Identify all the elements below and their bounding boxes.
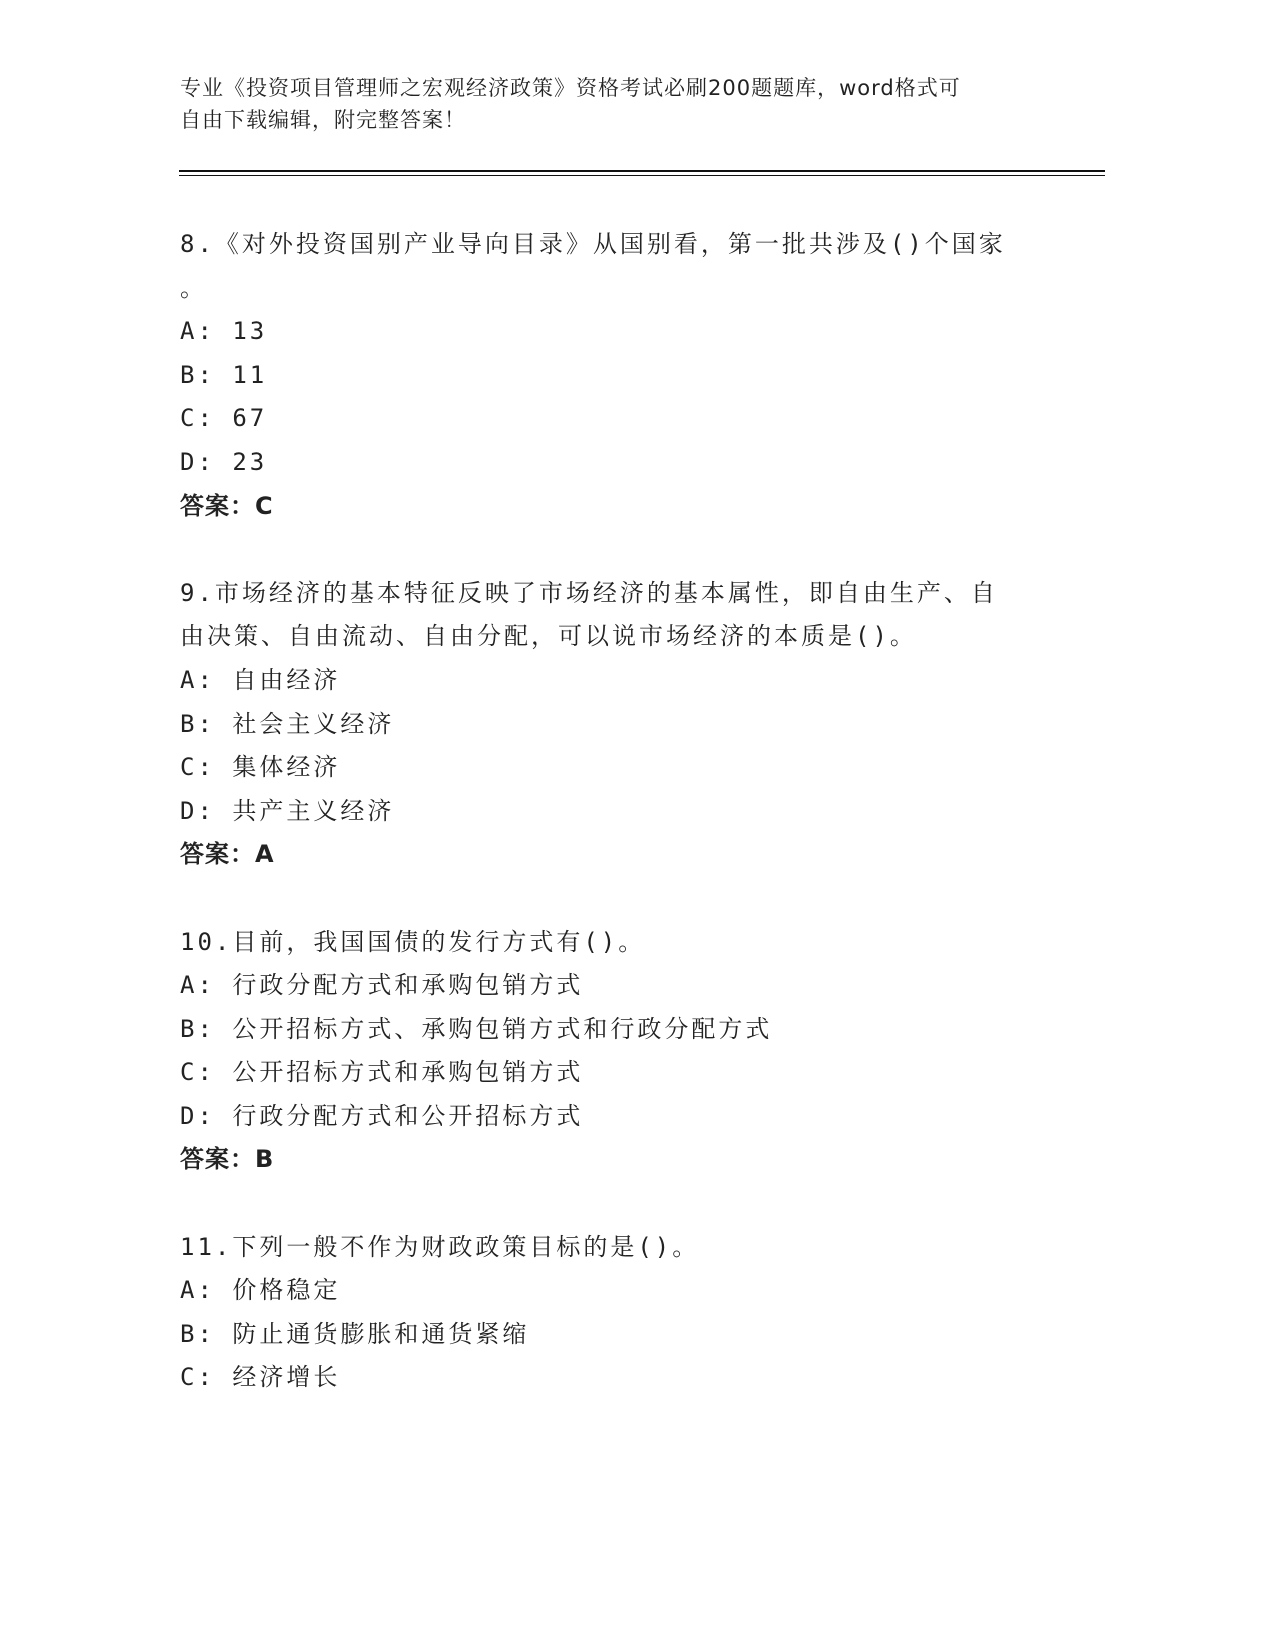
answer-key: 答案：A [180, 840, 275, 869]
answer-option: A: 自由经济 [180, 665, 341, 694]
document-header [180, 72, 1040, 136]
answer-option: D: 行政分配方式和公开招标方式 [180, 1101, 584, 1130]
answer-option: C: 集体经济 [180, 753, 341, 782]
answer-option: B: 社会主义经济 [180, 709, 395, 738]
answer-option: C: 经济增长 [180, 1363, 341, 1392]
answer-option: C: 公开招标方式和承购包销方式 [180, 1058, 584, 1087]
answer-key: 答案：C [180, 491, 274, 520]
question-block [180, 1226, 1030, 1400]
question-block [180, 223, 1030, 528]
answer-option: A: 价格稳定 [180, 1276, 341, 1305]
answer-option: A: 行政分配方式和承购包销方式 [180, 971, 584, 1000]
question-block [180, 921, 1030, 1183]
header-line: 专业《投资项目管理师之宏观经济政策》资格考试必刷200题题库，word格式可 [180, 76, 961, 100]
question-block [180, 572, 1030, 877]
question-list [180, 223, 1030, 1444]
answer-option: A: 13 [180, 317, 268, 346]
question-stem: 由决策、自由流动、自由分配，可以说市场经济的本质是()。 [180, 622, 917, 651]
question-stem: 。 [180, 273, 207, 302]
answer-key: 答案：B [180, 1145, 275, 1174]
header-divider [179, 170, 1105, 172]
question-stem: 11.下列一般不作为财政政策目标的是()。 [180, 1232, 700, 1261]
header-divider [179, 175, 1105, 176]
answer-option: D: 共产主义经济 [180, 796, 395, 825]
header-line: 自由下载编辑，附完整答案！ [180, 108, 466, 132]
question-stem: 9.市场经济的基本特征反映了市场经济的基本属性，即自由生产、自 [180, 578, 998, 607]
question-stem: 10.目前，我国国债的发行方式有()。 [180, 927, 646, 956]
answer-option: B: 11 [180, 360, 268, 389]
question-stem: 8.《对外投资国别产业导向目录》从国别看，第一批共涉及()个国家 [180, 230, 1006, 258]
answer-option: C: 67 [180, 404, 268, 433]
answer-option: B: 防止通货膨胀和通货紧缩 [180, 1319, 530, 1348]
answer-option: B: 公开招标方式、承购包销方式和行政分配方式 [180, 1014, 773, 1043]
answer-option: D: 23 [180, 447, 268, 476]
